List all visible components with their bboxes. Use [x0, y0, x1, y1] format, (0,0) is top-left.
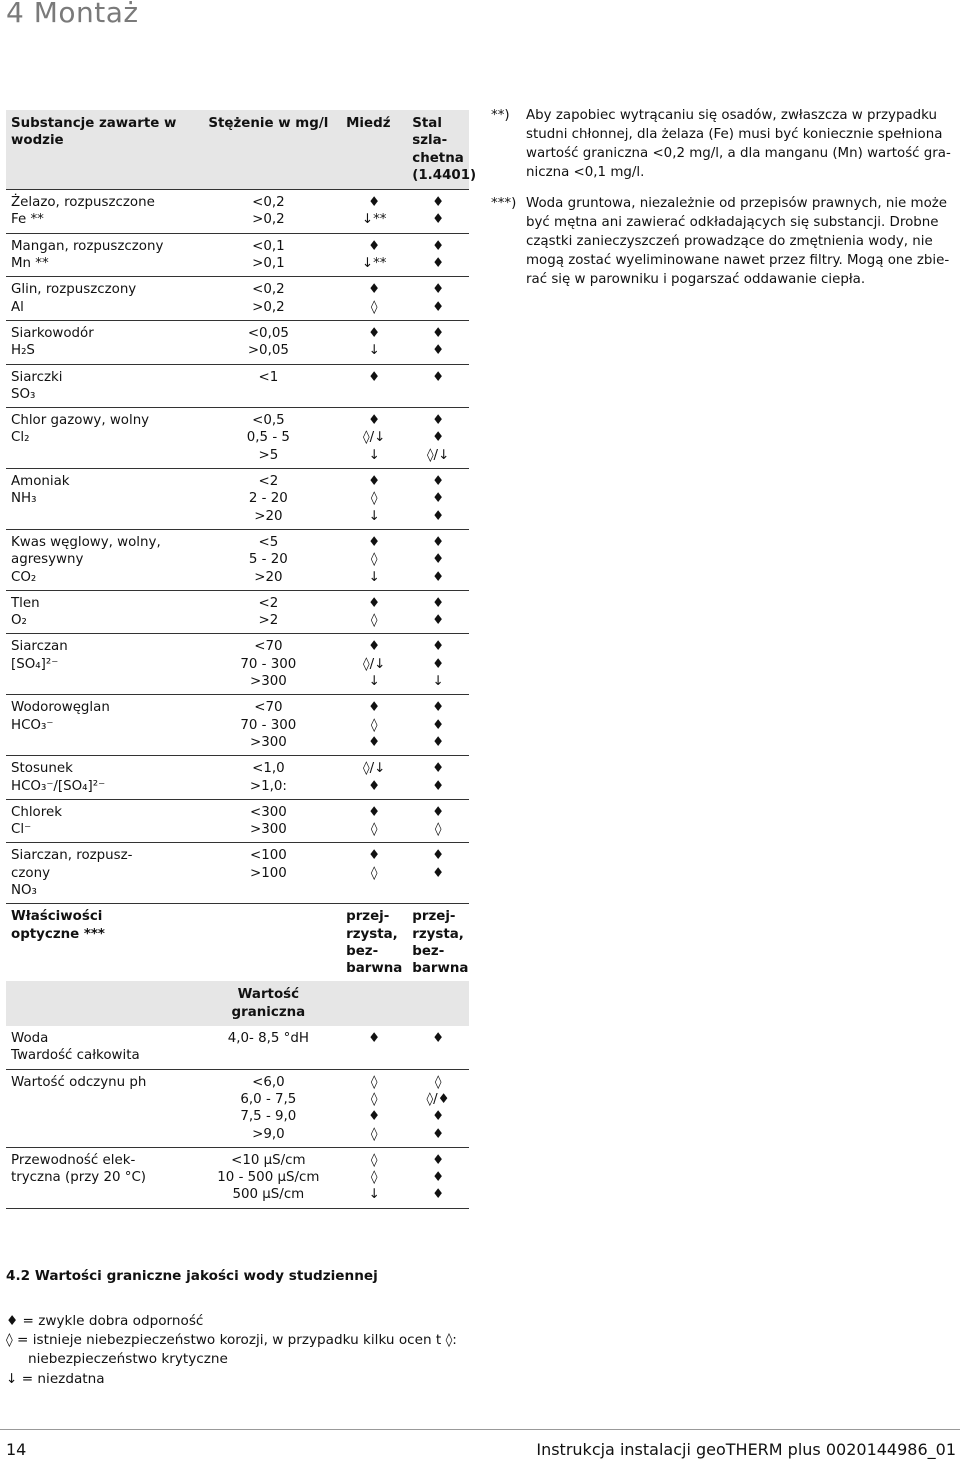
optical-value: rzysta,	[412, 926, 464, 942]
legend-risk: ◊ = istnieje niebezpieczeństwo korozji, w przypadku kilku ocen t ◊:	[6, 1332, 457, 1349]
rating-good-icon: ♦	[368, 700, 381, 716]
rating-good-icon: ♦	[368, 413, 381, 429]
concentration-value: 6,0 - 7,5	[240, 1091, 297, 1107]
rating-good-icon: ♦	[432, 639, 445, 655]
legend-unsuitable: ↓ = niezdatna	[6, 1370, 105, 1387]
substance-name: Chlorek	[11, 804, 62, 820]
limit-value-label: graniczna	[231, 1004, 306, 1020]
rating-unsuitable-icon: ↓	[368, 447, 380, 463]
substance-formula: Cl₂	[11, 430, 30, 446]
concentration-value: <0,1	[252, 238, 285, 254]
rating-good-icon: ♦	[432, 413, 445, 429]
table-row	[6, 408, 469, 469]
table-row	[6, 1026, 469, 1069]
optical-value: bez-	[346, 943, 379, 959]
concentration-value: <0,2	[252, 195, 285, 211]
rating-good-icon: ♦	[432, 256, 445, 272]
table-row	[6, 756, 469, 800]
substance-name: Glin, rozpuszczony	[11, 282, 137, 298]
rating-good-icon: ♦	[432, 325, 445, 341]
footnote-marker: **)	[491, 108, 510, 123]
substance-formula: H₂S	[11, 343, 35, 359]
table-row	[6, 843, 469, 904]
substance-name: Tlen	[11, 595, 40, 611]
water-quality-table	[6, 110, 477, 1217]
limit-value-label: Wartość	[237, 987, 300, 1003]
rating-good-icon: ♦	[432, 508, 445, 524]
concentration-value: <2	[258, 595, 279, 611]
substance-name: optyczne ***	[11, 926, 105, 942]
rating-risk-icon: ◊	[370, 865, 378, 881]
rating-risk-icon: ◊	[370, 299, 378, 315]
concentration-value: <70	[254, 700, 283, 716]
legend-good: ♦ = zwykle dobra odporność	[6, 1313, 204, 1329]
rating-good-icon: ♦	[432, 491, 445, 507]
concentration-value: >300	[249, 822, 287, 838]
header-concentration: Stężenie w mg/l	[196, 110, 342, 190]
concentration-value: >300	[249, 674, 287, 690]
substance-formula: Fe **	[11, 212, 44, 228]
footnote-marker: ***)	[491, 196, 517, 211]
rating-good-icon: ♦	[368, 534, 381, 550]
concentration-value: >300	[249, 734, 287, 750]
table-row	[6, 364, 469, 408]
optical-value: rzysta,	[346, 926, 398, 942]
rating-risk-icon: ◊	[370, 613, 378, 629]
header-steel: Stal szla- chetna (1.4401)	[407, 110, 469, 190]
substance-formula: HCO₃⁻	[11, 717, 54, 733]
rating-good-icon: ♦	[432, 1187, 445, 1203]
substance-name: tryczna (przy 20 °C)	[11, 1170, 147, 1186]
table-bottom-rule	[6, 1208, 469, 1217]
concentration-value: 2 - 20	[248, 491, 288, 507]
rating-good-icon: ♦	[368, 734, 381, 750]
rating-good-icon: ♦	[432, 474, 445, 490]
table-row	[6, 590, 469, 634]
table-row	[6, 320, 469, 364]
table-row	[6, 634, 469, 695]
substance-name: Amoniak	[11, 474, 70, 490]
substance-name: agresywny	[11, 552, 84, 568]
substance-formula: O₂	[11, 613, 27, 629]
substance-name: czony	[11, 865, 50, 881]
substance-name: Woda	[11, 1031, 49, 1047]
rating-good-icon: ♦	[432, 761, 445, 777]
rating-good-icon: ♦	[432, 1152, 445, 1168]
concentration-value: >1,0:	[249, 778, 287, 794]
concentration-value: 70 - 300	[240, 717, 297, 733]
substance-formula: CO₂	[11, 569, 37, 585]
rating-risk-unsuitable-icon: ◊/↓	[363, 761, 386, 777]
rating-risk-icon: ◊	[370, 1074, 378, 1090]
substance-name: Mangan, rozpuszczony	[11, 238, 164, 254]
legend	[6, 1312, 457, 1389]
table-row	[6, 190, 469, 234]
page-title: 4 Montaż	[6, 0, 139, 29]
concentration-value: 4,0- 8,5 °dH	[227, 1031, 309, 1047]
rating-unsuitable-icon: ↓	[368, 343, 380, 359]
concentration-value: <1,0	[252, 761, 285, 777]
substance-name: Siarkowodór	[11, 325, 94, 341]
rating-good-icon: ♦	[432, 238, 445, 254]
rating-good-icon: ♦	[368, 325, 381, 341]
rating-good-icon: ♦	[368, 1031, 381, 1047]
optical-value: przej-	[412, 909, 456, 925]
table-row	[6, 233, 469, 277]
rating-good-icon: ♦	[432, 1126, 445, 1142]
rating-good-icon: ♦	[432, 613, 445, 629]
concentration-value: 0,5 - 5	[246, 430, 290, 446]
rating-good-icon: ♦	[432, 299, 445, 315]
rating-unsuitable-icon: ↓**	[361, 256, 387, 272]
rating-good-icon: ♦	[432, 656, 445, 672]
table-row	[6, 469, 469, 530]
rating-risk-icon: ◊	[370, 717, 378, 733]
rating-good-icon: ♦	[432, 369, 445, 385]
concentration-value: >100	[249, 865, 287, 881]
rating-good-icon: ♦	[432, 778, 445, 794]
concentration-value: <300	[249, 804, 287, 820]
rating-good-icon: ♦	[432, 212, 445, 228]
rating-good-icon: ♦	[432, 734, 445, 750]
rating-unsuitable-icon: ↓	[368, 674, 380, 690]
optical-value: przej-	[346, 909, 390, 925]
rating-risk-icon: ◊	[434, 1074, 442, 1090]
concentration-value: <10 μS/cm	[231, 1152, 306, 1168]
rating-unsuitable-icon: ↓	[432, 674, 444, 690]
concentration-value: 5 - 20	[248, 552, 288, 568]
rating-good-icon: ♦	[432, 865, 445, 881]
rating-good-icon: ♦	[432, 1031, 445, 1047]
concentration-value: >0,2	[252, 299, 285, 315]
table-row	[6, 529, 469, 590]
concentration-value: <1	[258, 369, 279, 385]
concentration-value: >0,05	[247, 343, 289, 359]
concentration-value: >0,1	[252, 256, 285, 272]
substance-name: Stosunek	[11, 761, 73, 777]
rating-risk-unsuitable-icon: ◊/↓	[363, 430, 386, 446]
rating-unsuitable-icon: ↓	[368, 1187, 380, 1203]
rating-unsuitable-icon: ↓**	[361, 212, 387, 228]
header-copper: Miedź	[341, 110, 407, 190]
page-number: 14	[6, 1440, 27, 1459]
table-caption: 4.2 Wartości graniczne jakości wody studziennej	[6, 1268, 378, 1284]
table-row	[6, 1147, 469, 1208]
substance-formula: Al	[11, 299, 24, 315]
concentration-value: >2	[258, 613, 279, 629]
table-row	[6, 799, 469, 843]
rating-good-icon: ♦	[432, 1170, 445, 1186]
rating-risk-icon: ◊	[370, 1170, 378, 1186]
substance-name: Wartość odczynu ph	[11, 1074, 147, 1090]
substance-formula: NH₃	[11, 491, 37, 507]
rating-good-icon: ♦	[368, 282, 381, 298]
concentration-value: <100	[249, 848, 287, 864]
footnote-text: Woda gruntowa, niezależnie od przepisów prawnych, nie może być mętna ani zawierać odkładających się substancji. Drobne cząstki zanieczyszczeń prowadzące do zmętnienia wody, nie mogą zostać wyeliminowane nawet przez filtry. Mogą one zbie- rać się w parowniku i pogarszać oddawanie ciepła.	[526, 196, 950, 287]
optical-value: barwna	[412, 961, 469, 977]
substance-formula: NO₃	[11, 882, 37, 898]
concentration-value: <70	[254, 639, 283, 655]
rating-good-icon: ♦	[432, 534, 445, 550]
rating-risk-icon: ◊	[370, 1152, 378, 1168]
rating-good-icon: ♦	[432, 595, 445, 611]
rating-good-icon: ♦	[368, 778, 381, 794]
optical-value: bez-	[412, 943, 445, 959]
substance-name: Siarczki	[11, 369, 63, 385]
table-row	[6, 904, 469, 982]
rating-risk-icon: ◊	[434, 822, 442, 838]
concentration-value: <0,2	[252, 282, 285, 298]
concentration-value: <5	[258, 534, 279, 550]
rating-good-icon: ♦	[432, 430, 445, 446]
rating-risk-icon: ◊	[370, 822, 378, 838]
rating-good-icon: ♦	[432, 282, 445, 298]
rating-good-icon: ♦	[432, 343, 445, 359]
footnote	[491, 194, 951, 289]
footnote	[491, 106, 951, 182]
rating-risk-good-icon: ◊/♦	[426, 1091, 450, 1107]
rating-good-icon: ♦	[368, 238, 381, 254]
table-row	[6, 1069, 469, 1147]
substance-name: Przewodność elek-	[11, 1152, 136, 1168]
concentration-value: >9,0	[252, 1126, 285, 1142]
concentration-value: >20	[254, 569, 283, 585]
substance-formula: [SO₄]²⁻	[11, 656, 59, 672]
substance-name: Siarczan, rozpusz-	[11, 848, 133, 864]
rating-risk-icon: ◊	[370, 491, 378, 507]
footer-document-title: Instrukcja instalacji geoTHERM plus 0020144986_01	[536, 1440, 956, 1459]
rating-risk-unsuitable-icon: ◊/↓	[363, 656, 386, 672]
rating-good-icon: ♦	[432, 1109, 445, 1125]
concentration-value: >0,2	[252, 212, 285, 228]
header-substance: Substancje zawarte w wodzie	[6, 110, 196, 190]
rating-good-icon: ♦	[368, 195, 381, 211]
rating-good-icon: ♦	[368, 595, 381, 611]
rating-good-icon: ♦	[432, 700, 445, 716]
rating-good-icon: ♦	[368, 804, 381, 820]
rating-good-icon: ♦	[368, 474, 381, 490]
concentration-value: <0,05	[247, 325, 289, 341]
substance-name: Właściwości	[11, 909, 103, 925]
table-row	[6, 695, 469, 756]
concentration-value: >20	[254, 508, 283, 524]
rating-good-icon: ♦	[368, 369, 381, 385]
concentration-value: >5	[258, 447, 279, 463]
substance-formula: Cl⁻	[11, 822, 32, 838]
rating-good-icon: ♦	[432, 804, 445, 820]
substance-name: Kwas węglowy, wolny,	[11, 534, 161, 550]
rating-good-icon: ♦	[368, 848, 381, 864]
concentration-value: 7,5 - 9,0	[240, 1109, 297, 1125]
substance-name: Twardość całkowita	[11, 1048, 140, 1064]
concentration-value: 10 - 500 μS/cm	[217, 1170, 320, 1186]
table-header-row	[6, 110, 469, 190]
rating-good-icon: ♦	[368, 639, 381, 655]
rating-risk-unsuitable-icon: ◊/↓	[426, 447, 450, 463]
substance-name: Chlor gazowy, wolny	[11, 413, 150, 429]
concentration-value: 70 - 300	[240, 656, 297, 672]
footnote-text: Aby zapobiec wytrącaniu się osadów, zwłaszcza w przypadku studni chłonnej, dla żelaza (Fe) musi być koniecznie spełniona wartość graniczna <0,2 mg/l, a dla manganu (Mn) wartość gra- niczna <0,1 mg/l.	[526, 108, 951, 180]
concentration-value: 500 μS/cm	[232, 1187, 305, 1203]
rating-risk-icon: ◊	[370, 1126, 378, 1142]
rating-good-icon: ♦	[432, 717, 445, 733]
legend-risk-continued: niebezpieczeństwo krytyczne	[28, 1351, 228, 1368]
substance-formula: Mn **	[11, 256, 49, 272]
substance-name: Żelazo, rozpuszczone	[11, 195, 155, 211]
optical-value: barwna	[346, 961, 403, 977]
rating-good-icon: ♦	[432, 569, 445, 585]
rating-unsuitable-icon: ↓	[368, 508, 380, 524]
concentration-value: <6,0	[252, 1074, 285, 1090]
rating-risk-icon: ◊	[370, 1091, 378, 1107]
footnotes	[491, 106, 951, 301]
concentration-value: <0,5	[252, 413, 285, 429]
concentration-value: <2	[258, 474, 279, 490]
rating-good-icon: ♦	[432, 848, 445, 864]
rating-good-icon: ♦	[368, 1109, 381, 1125]
limit-value-subheader	[6, 981, 469, 1026]
substance-formula: SO₃	[11, 386, 36, 402]
rating-good-icon: ♦	[432, 195, 445, 211]
substance-formula: HCO₃⁻/[SO₄]²⁻	[11, 778, 106, 794]
rating-risk-icon: ◊	[370, 552, 378, 568]
footer-divider	[0, 1429, 960, 1430]
substance-name: Siarczan	[11, 639, 68, 655]
rating-good-icon: ♦	[432, 552, 445, 568]
table-row	[6, 277, 469, 321]
substance-name: Wodorowęglan	[11, 700, 110, 716]
rating-unsuitable-icon: ↓	[368, 569, 380, 585]
